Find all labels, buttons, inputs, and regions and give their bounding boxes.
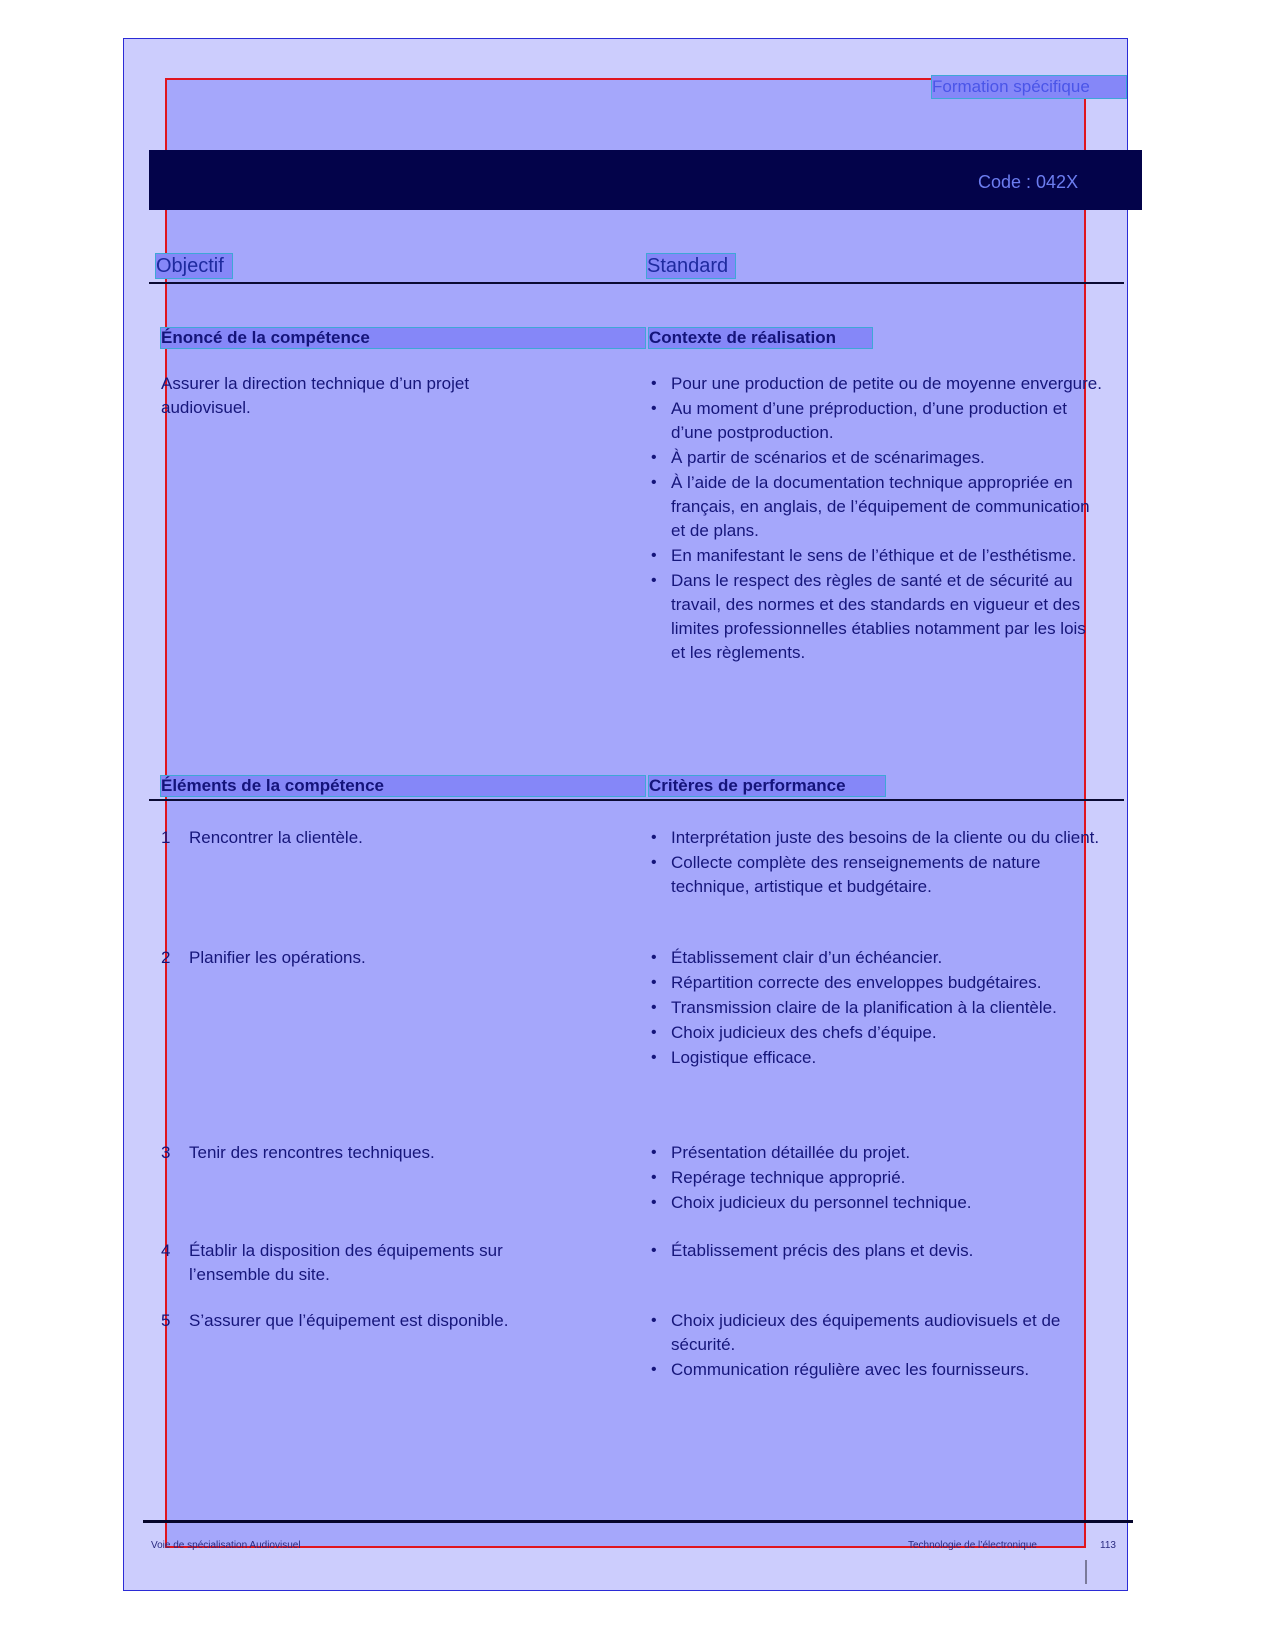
- program-header: Formation spécifique: [932, 76, 1126, 98]
- criterion-item: • Répartition correcte des enveloppes budgétaires.: [649, 971, 1104, 995]
- context-title: Contexte de réalisation: [649, 328, 872, 348]
- element-label: Tenir des rencontres techniques.: [189, 1143, 435, 1162]
- criterion-item: • Collecte complète des renseignements de nature technique, artistique et budgétaire.: [649, 851, 1104, 899]
- criterion-item: • Communication régulière avec les fournisseurs.: [649, 1358, 1104, 1382]
- criteria-list: [649, 1239, 1104, 1264]
- elements-divider: [149, 799, 1124, 801]
- element-number: 1: [161, 828, 171, 847]
- element-number: 2: [161, 948, 171, 967]
- context-item: • Au moment d’une préproduction, d’une production et d’une postproduction.: [649, 397, 1104, 445]
- element-label: Planifier les opérations.: [189, 948, 366, 967]
- criterion-item: • Logistique efficace.: [649, 1046, 1104, 1070]
- competence-title: Énoncé de la compétence: [161, 328, 645, 348]
- criteria-list: [649, 946, 1104, 1071]
- context-item: • En manifestant le sens de l’éthique et de l’esthétisme.: [649, 544, 1104, 568]
- criterion-item: • Interprétation juste des besoins de la cliente ou du client.: [649, 826, 1104, 850]
- criterion-item: • Choix judicieux des équipements audiovisuels et de sécurité.: [649, 1309, 1104, 1357]
- criteria-title: Critères de performance: [649, 776, 885, 796]
- page-number: 113: [1100, 1540, 1116, 1551]
- element-item: [161, 946, 571, 970]
- context-item: • Dans le respect des règles de santé et de sécurité au travail, des normes et des standards en vigueur et des limites professionnelles établies notamment par les lois et les règlements.: [649, 569, 1104, 665]
- criterion-item: • Choix judicieux des chefs d’équipe.: [649, 1021, 1104, 1045]
- element-item: [161, 1239, 571, 1287]
- element-item: [161, 826, 571, 850]
- footer-left: Voie de spécialisation Audiovisuel: [151, 1540, 301, 1551]
- criteria-list: [649, 1309, 1104, 1383]
- context-item: • Pour une production de petite ou de moyenne envergure.: [649, 372, 1104, 396]
- margin-tick: [1085, 1560, 1087, 1584]
- footer-rule: [143, 1520, 1133, 1523]
- context-item: • À partir de scénarios et de scénarimages.: [649, 446, 1104, 470]
- element-item: [161, 1141, 571, 1165]
- criterion-item: • Transmission claire de la planification à la clientèle.: [649, 996, 1104, 1020]
- criteria-list: [649, 1141, 1104, 1216]
- criterion-item: • Établissement précis des plans et devis.: [649, 1239, 1104, 1263]
- competency-code: Code : 042X: [978, 172, 1079, 192]
- criterion-item: • Présentation détaillée du projet.: [649, 1141, 1104, 1165]
- element-number: 5: [161, 1311, 171, 1330]
- column-heading-objectif: Objectif: [156, 254, 232, 278]
- criteria-list: [649, 826, 1104, 900]
- element-item: [161, 1309, 571, 1333]
- element-number: 3: [161, 1143, 171, 1162]
- context-list: [649, 372, 1104, 666]
- column-heading-standard: Standard: [647, 254, 735, 278]
- elements-title: Éléments de la compétence: [161, 776, 645, 796]
- element-number: 4: [161, 1241, 171, 1260]
- footer-right: Technologie de l’électronique: [908, 1540, 1037, 1551]
- context-item: • À l’aide de la documentation technique appropriée en français, en anglais, de l’équipement de communication et de plans.: [649, 471, 1104, 543]
- criterion-item: • Choix judicieux du personnel technique.: [649, 1191, 1104, 1215]
- header-divider: [149, 282, 1124, 284]
- competence-statement: Assurer la direction technique d’un projet audiovisuel.: [161, 374, 470, 417]
- criterion-item: • Établissement clair d’un échéancier.: [649, 946, 1104, 970]
- element-label: Établir la disposition des équipements sur l’ensemble du site.: [189, 1241, 503, 1284]
- criterion-item: • Repérage technique approprié.: [649, 1166, 1104, 1190]
- element-label: S’assurer que l’équipement est disponible.: [189, 1311, 509, 1330]
- element-label: Rencontrer la clientèle.: [189, 828, 363, 847]
